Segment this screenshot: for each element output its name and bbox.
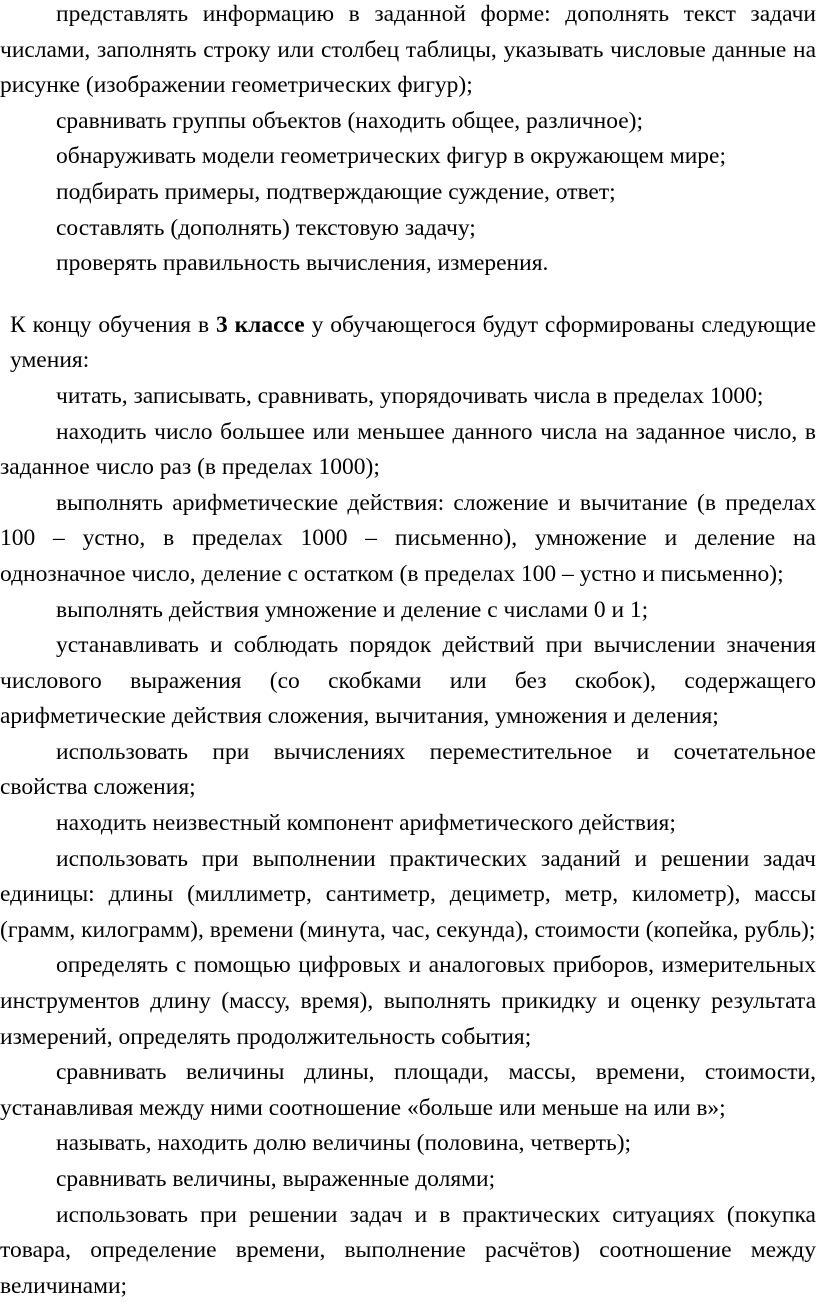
list-item: проверять правильность вычисления, измерения. (56, 250, 549, 277)
list-item: использовать при выполнении практических заданий и решении задач единицы: длины (миллиметр, сантиметр, дециметр, метр, километр), массы (грамм, килограмм), времени (минута, час, секунда), стоимости (копейка, рубль); (0, 845, 816, 943)
list-item: использовать при решении задач и в практических ситуациях (покупка товара, определение времени, выполнение расчётов) соотношение между величинами; (0, 1201, 816, 1299)
list-item: сравнивать величины, выраженные долями; (56, 1166, 496, 1192)
grade-3-skills-list (0, 379, 816, 1304)
grade-3-section-lead (0, 308, 816, 379)
list-item: сравнивать величины длины, площади, массы, времени, стоимости, устанавливая между ними соотношение «больше или меньше на или в»; (0, 1059, 816, 1121)
list-item: представлять информацию в заданной форме: дополнять текст задачи числами, заполнять строку или столбец таблицы, указывать числовые данные на рисунке (изображении геометрических фигур); (0, 1, 816, 99)
list-item: выполнять действия умножение и деление с числами 0 и 1; (56, 596, 649, 623)
list-item: находить неизвестный компонент арифметического действия; (56, 810, 676, 837)
list-item: определять с помощью цифровых и аналоговых приборов, измерительных инструментов длину (массу, время), выполнять прикидку и оценку результата измерений, определять продолжительность события; (0, 952, 816, 1050)
list-item: называть, находить долю величины (половина, четверть); (56, 1130, 632, 1157)
list-item: выполнять арифметические действия: сложение и вычитание (в пределах 100 – устно, в пределах 1000 – письменно), умножение и деление на однозначное число, деление с остатком (в пределах 100 – устно и письменно); (0, 489, 816, 587)
list-item: сравнивать группы объектов (находить общее, различное); (56, 107, 644, 134)
list-item: использовать при вычислениях переместительное и сочетательное свойства сложения; (0, 738, 816, 801)
section-lead-paragraph (10, 308, 816, 379)
list-item: находить число большее или меньшее данного числа на заданное число, в заданное число раз (в пределах 1000); (0, 418, 816, 481)
section-spacer (0, 282, 816, 308)
lead-text-after: у обучающегося будут сформированы следующие умения: (10, 311, 816, 374)
list-item: составлять (дополнять) текстовую задачу; (56, 214, 476, 241)
list-item: устанавливать и соблюдать порядок действий при вычислении значения числового выражения (со скобками или без скобок), содержащего арифметические действия сложения, вычитания, умножения и деления; (0, 632, 816, 730)
intro-list (0, 0, 816, 282)
lead-text-before: К концу обучения в (10, 311, 216, 338)
list-item: читать, записывать, сравнивать, упорядочивать числа в пределах 1000; (56, 382, 764, 409)
lead-grade-bold: 3 классе (216, 311, 305, 338)
list-item: подбирать примеры, подтверждающие суждение, ответ; (56, 178, 616, 205)
list-item: обнаруживать модели геометрических фигур в окружающем мире; (56, 143, 727, 170)
